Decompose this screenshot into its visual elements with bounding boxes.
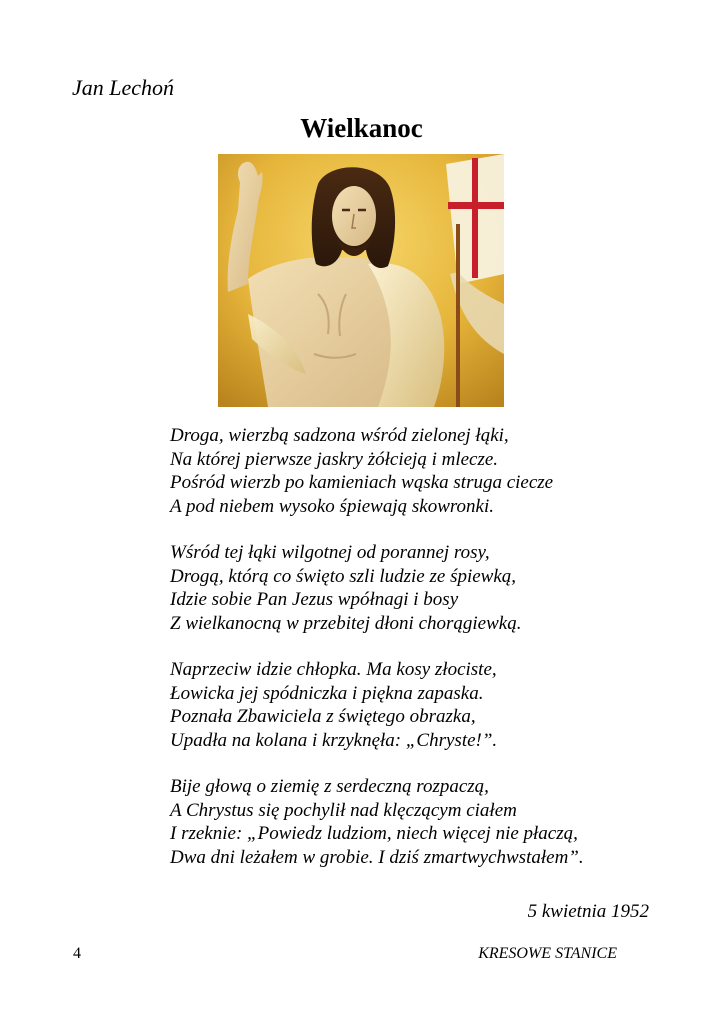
poem-line: Z wielkanocną w przebitej dłoni chorągiewką. [170, 612, 522, 634]
poem-line: Drogą, którą co święto szli ludzie ze śpiewką, [170, 565, 517, 587]
poem-line: Bije głową o ziemię z serdeczną rozpaczą, [170, 776, 489, 797]
poem-date: 5 kwietnia 1952 [527, 901, 649, 922]
poem-line: Naprzeciw idzie chłopka. Ma kosy złociste, [170, 659, 497, 680]
stanza [170, 775, 650, 869]
poem-line: Wśród tej łąki wilgotnej od porannej rosy, [170, 542, 490, 563]
poem-line: Poznała Zbawiciela z świętego obrazka, [170, 706, 476, 727]
poem-title: Wielkanoc [300, 113, 423, 143]
poem-body [170, 424, 650, 892]
poem-line: Na której pierwsze jaskry żółcieją i mlecze. [170, 448, 499, 470]
poem-line: Droga, wierzbą sadzona wśród zielonej łąki, [170, 425, 509, 446]
poem-line: Pośród wierzb po kamieniach wąska struga ciecze [170, 472, 554, 493]
publication-title: KRESOWE STANICE [478, 945, 617, 962]
poem-line: Idzie sobie Pan Jezus wpółnagi i bosy [170, 589, 459, 610]
stanza [170, 424, 650, 518]
stanza [170, 541, 650, 635]
poem-line: Łowicka jej spódniczka i piękna zapaska. [170, 682, 484, 704]
poem-line: A Chrystus się pochylił nad klęczącym ciałem [170, 799, 517, 821]
poem-line: A pod niebem wysoko śpiewają skowronki. [170, 495, 495, 517]
page-number: 4 [73, 945, 81, 962]
poem-line: Dwa dni leżałem w grobie. I dziś zmartwychwstałem”. [170, 846, 584, 868]
poem-line: Upadła na kolana i krzyknęła: „Chryste!”. [170, 729, 498, 751]
author-name: Jan Lechoń [72, 75, 175, 100]
resurrection-illustration [218, 154, 504, 407]
poem-line: I rzeknie: „Powiedz ludziom, niech więcej nie płaczą, [170, 823, 578, 844]
stanza [170, 658, 650, 752]
